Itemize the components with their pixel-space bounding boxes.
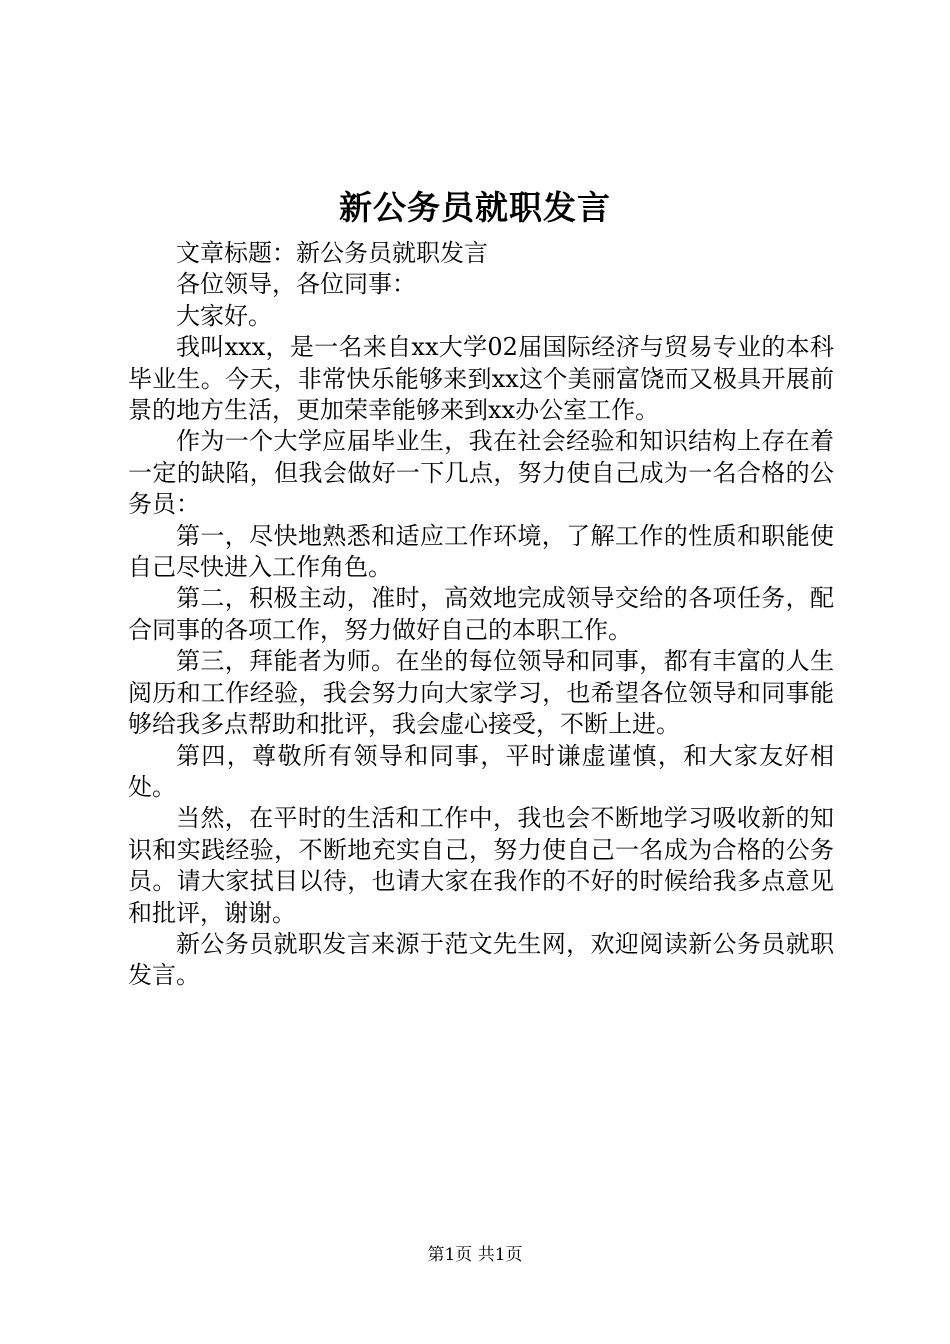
paragraph-point-four: 第四，尊敬所有领导和同事，平时谦虚谨慎，和大家友好相处。 xyxy=(128,741,834,801)
paragraph-conclusion: 当然，在平时的生活和工作中，我也会不断地学习吸收新的知识和实践经验，不断地充实自己，努力使自己一名成为合格的公务员。请大家拭目以待，也请大家在我作的不好的时候给我多点意见和批评，谢谢。 xyxy=(128,804,834,927)
paragraph-point-one: 第一，尽快地熟悉和适应工作环境，了解工作的性质和职能使自己尽快进入工作角色。 xyxy=(128,521,834,582)
document-title: 新公务员就职发言 xyxy=(339,188,611,227)
paragraph-salutation: 各位领导，各位同事： xyxy=(176,270,416,299)
document-body xyxy=(128,238,834,992)
paragraph-commitment: 作为一个大学应届毕业生，我在社会经验和知识结构上存在着一定的缺陷，但我会做好一下几点，努力使自己成为一名合格的公务员： xyxy=(128,427,834,519)
paragraph-introduction: 我叫xxx，是一名来自xx大学02届国际经济与贸易专业的本科毕业生。今天，非常快乐能够来到xx这个美丽富饶而又极具开展前景的地方生活，更加荣幸能够来到xx办公室工作。 xyxy=(128,333,834,425)
paragraph-point-three: 第三，拜能者为师。在坐的每位领导和同事，都有丰富的人生阅历和工作经验，我会努力向大家学习，也希望各位领导和同事能够给我多点帮助和批评，我会虚心接受，不断上进。 xyxy=(128,647,834,739)
paragraph-article-title: 文章标题：新公务员就职发言 xyxy=(176,239,488,267)
paragraph-point-two: 第二，积极主动，准时，高效地完成领导交给的各项任务，配合同事的各项工作，努力做好自己的本职工作。 xyxy=(128,584,834,644)
paragraph-source-note: 新公务员就职发言来源于范文先生网，欢迎阅读新公务员就职发言。 xyxy=(128,929,834,990)
page-number-footer: 第1页 共1页 xyxy=(427,1245,523,1265)
paragraph-greeting: 大家好。 xyxy=(176,301,272,330)
